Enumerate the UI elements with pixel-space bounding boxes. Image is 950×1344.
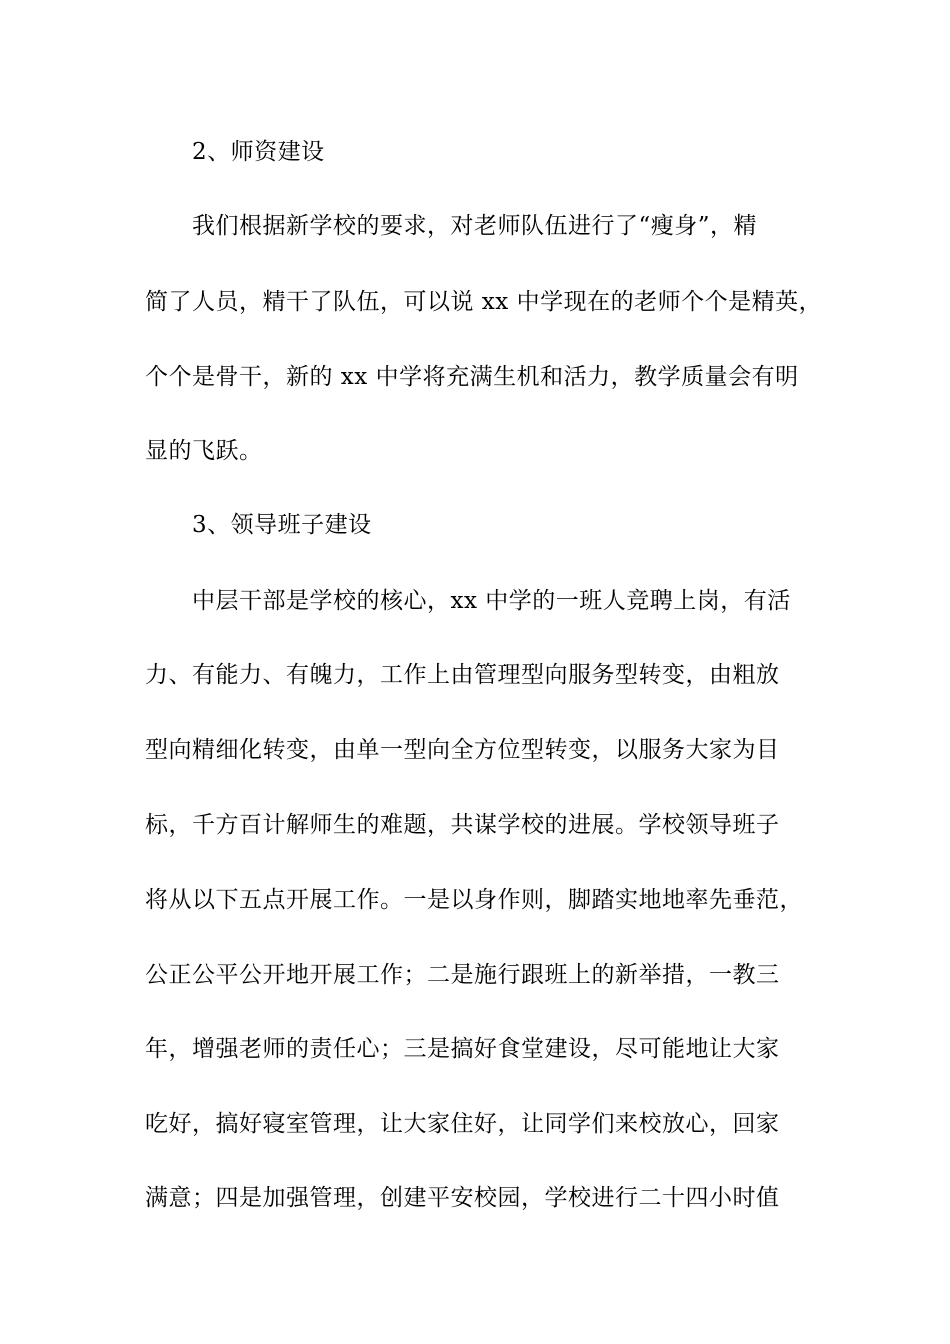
paragraph-line: 简了人员，精干了队伍，可以说 xx 中学现在的老师个个是精英， bbox=[145, 289, 823, 315]
paragraph-line: 个个是骨干，新的 xx 中学将充满生机和活力，教学质量会有明 bbox=[145, 364, 799, 390]
paragraph-line: 标，千方百计解师生的难题，共谋学校的进展。学校领导班子 bbox=[145, 812, 780, 838]
section-heading-teacher-building: 2、师资建设 bbox=[192, 139, 325, 165]
paragraph-line: 力、有能力、有魄力，工作上由管理型向服务型转变，由粗放 bbox=[145, 662, 780, 688]
paragraph-line: 我们根据新学校的要求，对老师队伍进行了“瘦身”，精 bbox=[192, 213, 758, 239]
paragraph-line: 显的飞跃。 bbox=[145, 438, 263, 464]
paragraph-line: 公正公平公开地开展工作；二是施行跟班上的新举措，一教三 bbox=[145, 962, 780, 988]
section-heading-leadership-building: 3、领导班子建设 bbox=[192, 512, 372, 538]
paragraph-line: 年，增强老师的责任心；三是搞好食堂建设，尽可能地让大家 bbox=[145, 1036, 780, 1062]
paragraph-line: 吃好，搞好寝室管理，让大家住好，让同学们来校放心，回家 bbox=[145, 1111, 780, 1137]
paragraph-line: 满意；四是加强管理，创建平安校园，学校进行二十四小时值 bbox=[145, 1185, 780, 1211]
paragraph-line: 中层干部是学校的核心，xx 中学的一班人竞聘上岗，有活 bbox=[192, 588, 791, 614]
paragraph-line: 型向精细化转变，由单一型向全方位型转变，以服务大家为目 bbox=[145, 737, 780, 763]
paragraph-line: 将从以下五点开展工作。一是以身作则，脚踏实地地率先垂范， bbox=[145, 887, 803, 913]
